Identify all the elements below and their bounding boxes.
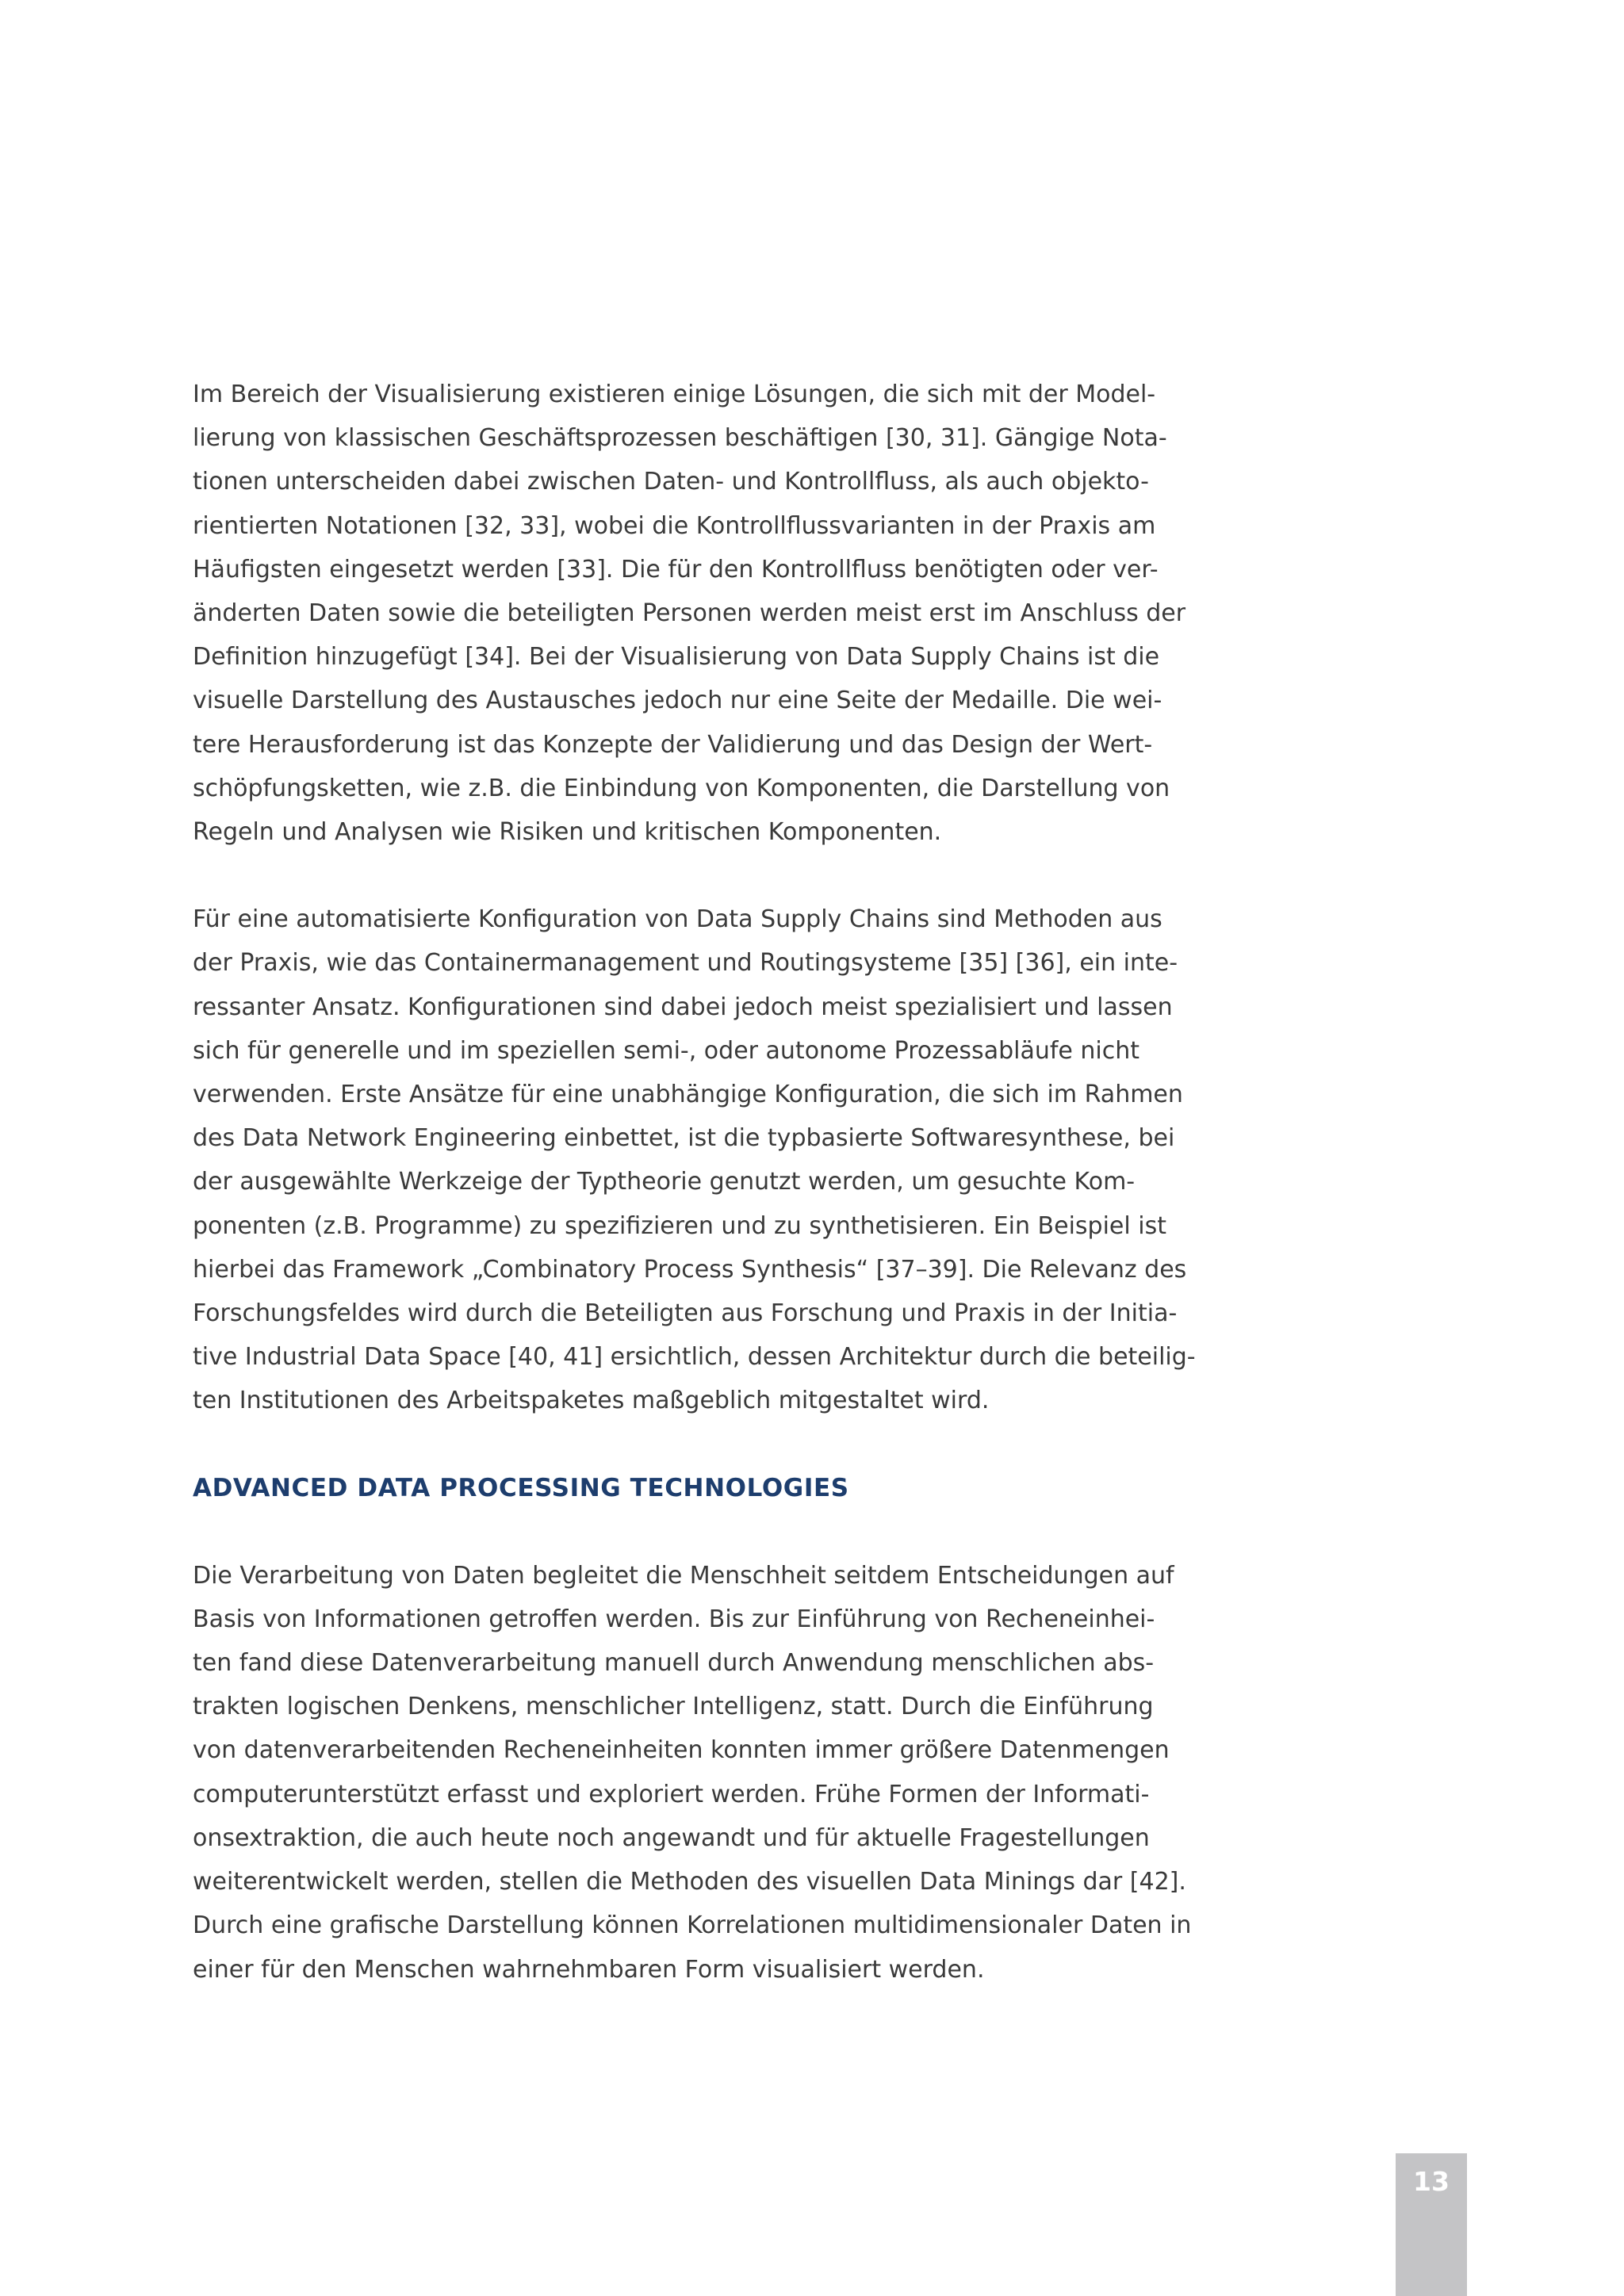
text-line: hierbei das Framework „Combinatory Process Synthesis“ [37–39]. Die Relevanz des <box>193 1255 1187 1284</box>
text-line: Durch eine grafische Darstellung können Korrelationen multidimensionaler Daten in <box>193 1911 1192 1940</box>
text-line: Definition hinzugefügt [34]. Bei der Visualisierung von Data Supply Chains ist die <box>193 643 1160 672</box>
text-line: ponenten (z.B. Programme) zu spezifizieren und zu synthetisieren. Ein Beispiel ist <box>193 1211 1166 1240</box>
text-line: onsextraktion, die auch heute noch angewandt und für aktuelle Fragestellungen <box>193 1823 1150 1852</box>
text-line: weiterentwickelt werden, stellen die Methoden des visuellen Data Minings dar [42]. <box>193 1868 1186 1896</box>
text-line: trakten logischen Denkens, menschlicher Intelligenz, statt. Durch die Einführung <box>193 1693 1154 1721</box>
text-line: tive Industrial Data Space [40, 41] ersichtlich, dessen Architektur durch die beteilig- <box>193 1343 1196 1372</box>
text-line: änderten Daten sowie die beteiligten Personen werden meist erst im Anschluss der <box>193 599 1186 628</box>
text-line: Regeln und Analysen wie Risiken und kritischen Komponenten. <box>193 818 942 847</box>
text-line: computerunterstützt erfasst und exploriert werden. Frühe Formen der Informati- <box>193 1780 1150 1808</box>
text-line: des Data Network Engineering einbettet, ist die typbasierte Softwaresynthese, bei <box>193 1124 1175 1153</box>
text-line: von datenverarbeitenden Recheneinheiten konnten immer größere Datenmengen <box>193 1736 1170 1765</box>
text-line: der ausgewählte Werkzeige der Typtheorie genutzt werden, um gesuchte Kom- <box>193 1168 1136 1196</box>
section-heading: ADVANCED DATA PROCESSING TECHNOLOGIES <box>193 1473 849 1502</box>
text-line: sich für generelle und im speziellen semi-, oder autonome Prozessabläufe nicht <box>193 1036 1140 1065</box>
text-line: ressanter Ansatz. Konfigurationen sind dabei jedoch meist spezialisiert und lassen <box>193 993 1173 1021</box>
paragraph-configuration <box>193 897 1196 1422</box>
paragraph-spacer <box>193 1510 1168 1554</box>
page-number: 13 <box>1413 2166 1450 2197</box>
text-line: schöpfungsketten, wie z.B. die Einbindung von Komponenten, die Darstellung von <box>193 774 1170 802</box>
text-line: visuelle Darstellung des Austausches jedoch nur eine Seite der Medaille. Die wei- <box>193 687 1162 715</box>
text-line: verwenden. Erste Ansätze für eine unabhängige Konfiguration, die sich im Rahmen <box>193 1081 1183 1109</box>
text-line: Die Verarbeitung von Daten begleitet die Menschheit seitdem Entscheidungen auf <box>193 1561 1174 1590</box>
page-number-tab <box>1396 2153 1467 2296</box>
text-line: Forschungsfeldes wird durch die Beteiligten aus Forschung und Praxis in der Initia- <box>193 1299 1178 1328</box>
paragraph-data-processing <box>193 1554 1192 1992</box>
text-column <box>193 373 1196 1992</box>
text-line: der Praxis, wie das Containermanagement und Routingsysteme [35] [36], ein inte- <box>193 949 1178 978</box>
text-line: tionen unterscheiden dabei zwischen Daten- und Kontrollfluss, als auch objekto- <box>193 468 1149 496</box>
paragraph-spacer <box>193 854 1168 897</box>
text-line: ten fand diese Datenverarbeitung manuell durch Anwendung menschlichen abs- <box>193 1649 1155 1678</box>
text-line: rientierten Notationen [32, 33], wobei die Kontrollflussvarianten in der Praxis am <box>193 511 1156 540</box>
text-line: einer für den Menschen wahrnehmbaren Form visualisiert werden. <box>193 1955 985 1984</box>
text-line: Häufigsten eingesetzt werden [33]. Die für den Kontrollfluss benötigten oder ver- <box>193 555 1159 584</box>
paragraph-visualisation <box>193 373 1186 854</box>
text-line: tere Herausforderung ist das Konzepte der Validierung und das Design der Wert- <box>193 730 1153 759</box>
text-line: lierung von klassischen Geschäftsprozessen beschäftigen [30, 31]. Gängige Nota- <box>193 424 1167 453</box>
text-line: Basis von Informationen getroffen werden. Bis zur Einführung von Recheneinhei- <box>193 1605 1155 1633</box>
text-line: Für eine automatisierte Konfiguration von Data Supply Chains sind Methoden aus <box>193 905 1162 934</box>
text-line: Im Bereich der Visualisierung existieren einige Lösungen, die sich mit der Model- <box>193 381 1156 408</box>
paragraph-spacer <box>193 1423 1168 1467</box>
text-line: ten Institutionen des Arbeitspaketes maßgeblich mitgestaltet wird. <box>193 1387 990 1415</box>
